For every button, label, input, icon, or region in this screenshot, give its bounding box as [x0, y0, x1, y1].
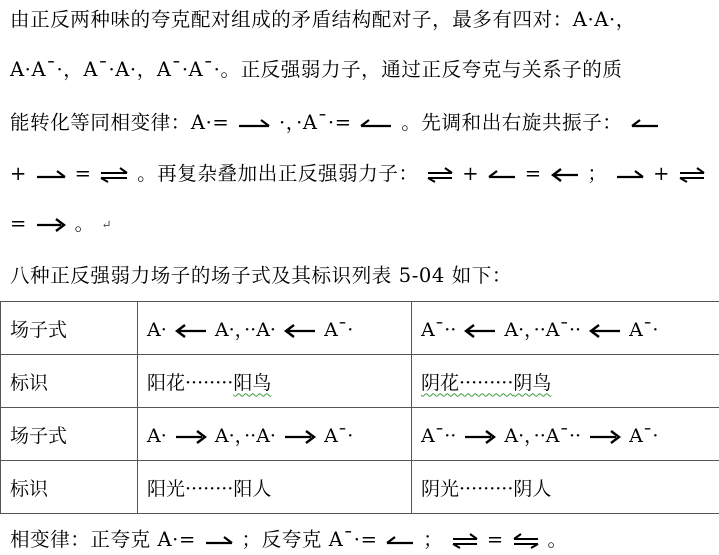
line2-text: A·A¯·，A¯·A·，A¯·A¯·。正反强弱力子，通过正反夸克与关系子的质 — [10, 58, 623, 81]
double-arrow-right-icon — [463, 429, 497, 445]
line3-text-b: ·，·A¯·= — [278, 111, 352, 134]
formula-cell — [412, 302, 719, 355]
table-row — [1, 461, 719, 514]
label-text: 阴花········· — [421, 371, 514, 394]
resonance-pair-icon — [451, 533, 479, 549]
formula-text: A¯· — [324, 424, 354, 447]
formula-cell — [138, 408, 412, 461]
footer-text-2: ；反夸克 A¯·= — [241, 528, 378, 551]
half-arrow-left-upper-icon — [385, 534, 415, 548]
table-caption — [10, 264, 713, 288]
formula-text: A·，··A· — [214, 318, 276, 341]
double-arrow-right-icon — [283, 429, 317, 445]
line4-text-c: 。再复杂叠加出正反强弱力子： — [137, 162, 419, 185]
label-text: 阳光········ — [147, 477, 234, 500]
resonance-pair-left-icon — [512, 533, 540, 549]
half-arrow-right-upper-icon — [204, 534, 234, 548]
field-table — [0, 301, 719, 514]
row-header-text: 标识 — [10, 371, 49, 394]
line1-text: 由正反两种味的夸克配对组成的矛盾结构配对子，最多有四对：A·A·， — [10, 8, 636, 31]
table-row — [1, 355, 719, 408]
double-arrow-left-icon — [174, 323, 208, 339]
half-arrow-right-upper-icon — [615, 168, 645, 182]
half-arrow-right-upper-icon — [237, 117, 271, 131]
formula-text: A¯·· — [421, 424, 457, 447]
line4-text-b: = — [74, 162, 92, 185]
line3-text-a: 能转化等同相变律：A·= — [10, 111, 230, 134]
line4-text-d: + — [462, 162, 480, 185]
row-header-text: 场子式 — [10, 318, 68, 341]
footer-text-3: ； — [423, 528, 444, 551]
formula-text: A·，··A¯·· — [504, 424, 582, 447]
footer-text-5: 。 — [547, 528, 568, 551]
paragraph-line-3 — [10, 111, 713, 135]
label-text: 阴光········· — [421, 477, 514, 500]
label-cell — [412, 461, 719, 514]
resonance-pair-icon — [678, 167, 706, 183]
line5-text-a: = — [10, 212, 27, 235]
half-arrow-left-upper-icon — [487, 168, 517, 182]
formula-text: A·，··A¯·· — [504, 318, 582, 341]
formula-text: A·，··A· — [214, 424, 276, 447]
row-header — [1, 408, 138, 461]
formula-text: A· — [147, 424, 167, 447]
paragraph-line-4 — [10, 162, 713, 186]
formula-text: A· — [147, 318, 167, 341]
line4-text-e: = — [524, 162, 542, 185]
line5-text-b: 。 — [74, 212, 95, 235]
label-text: 阴人 — [513, 477, 552, 500]
formula-text: A¯· — [629, 318, 659, 341]
resonance-pair-icon — [426, 167, 454, 183]
row-header — [1, 355, 138, 408]
row-header — [1, 302, 138, 355]
formula-cell — [138, 302, 412, 355]
double-arrow-left-icon — [463, 323, 497, 339]
paragraph-line-1 — [10, 8, 713, 32]
label-cell — [138, 461, 412, 514]
double-arrow-left-icon — [550, 167, 580, 183]
formula-text: A¯· — [629, 424, 659, 447]
double-arrow-right-icon — [35, 217, 67, 233]
line3-text-c: 。先调和出右旋共振子： — [401, 111, 623, 134]
half-arrow-left-upper-icon — [630, 117, 660, 131]
label-text: 阳花········ — [147, 371, 234, 394]
table-row — [1, 302, 719, 355]
table-row — [1, 408, 719, 461]
resonance-pair-icon — [99, 167, 129, 183]
double-arrow-right-icon — [588, 429, 622, 445]
row-header-text: 场子式 — [10, 424, 68, 447]
half-arrow-right-upper-icon — [35, 168, 67, 182]
half-arrow-left-upper-icon — [359, 117, 393, 131]
paragraph-line-2 — [10, 58, 713, 82]
label-cell — [138, 355, 412, 408]
formula-text: A¯· — [324, 318, 354, 341]
phase-law-line — [10, 528, 713, 552]
footer-text-1: 相变律：正夸克 A·= — [10, 528, 196, 551]
label-cell — [412, 355, 719, 408]
double-arrow-left-icon — [588, 323, 622, 339]
label-text: 阴鸟 — [513, 371, 552, 394]
label-text: 阳人 — [233, 477, 272, 500]
formula-cell — [412, 408, 719, 461]
table-caption-text: 八种正反强弱力场子的场子式及其标识列表 5-04 如下： — [10, 264, 513, 287]
footer-text-4: = — [486, 528, 504, 551]
line4-text-f: ； — [587, 162, 608, 185]
line4-text-g: + — [653, 162, 671, 185]
row-header — [1, 461, 138, 514]
return-mark: ↵ — [101, 217, 113, 232]
paragraph-line-5 — [10, 212, 713, 237]
double-arrow-right-icon — [174, 429, 208, 445]
line4-text-a: + — [10, 162, 27, 185]
label-text: 阳鸟 — [233, 371, 272, 394]
double-arrow-left-icon — [283, 323, 317, 339]
row-header-text: 标识 — [10, 477, 49, 500]
formula-text: A¯·· — [421, 318, 457, 341]
